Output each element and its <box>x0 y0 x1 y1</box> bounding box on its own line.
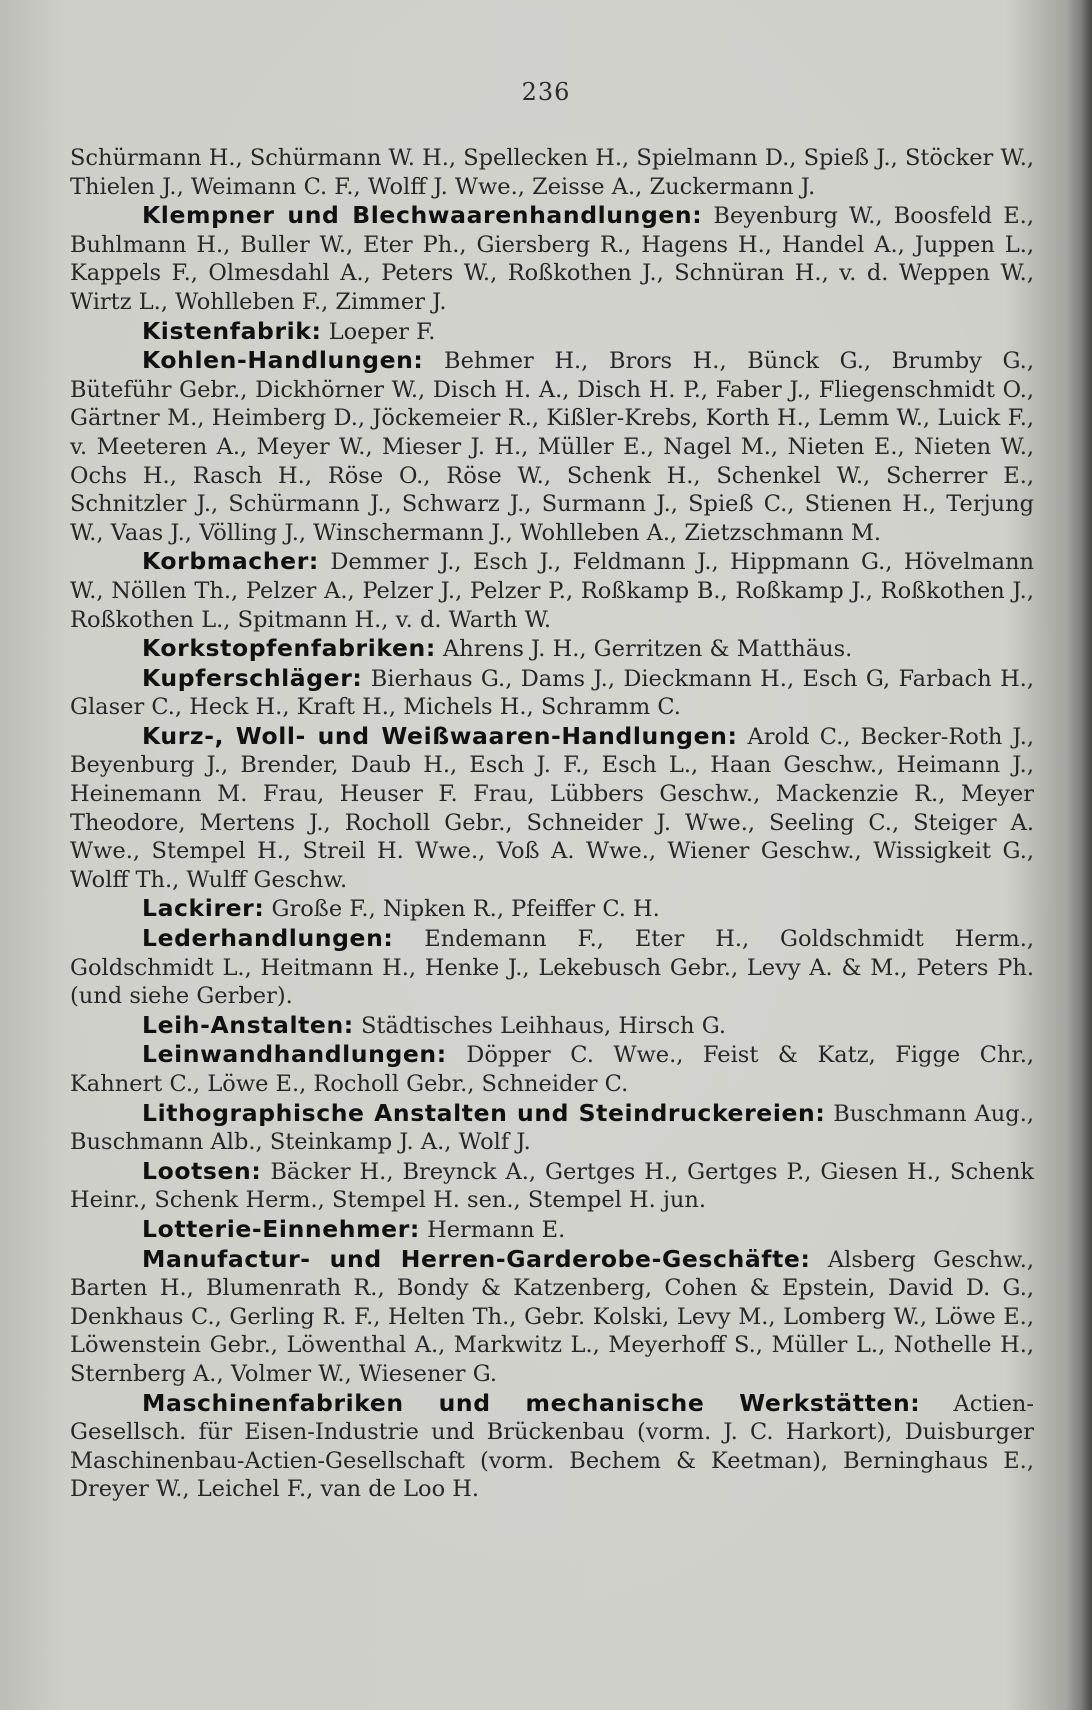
directory-entry <box>70 894 1034 924</box>
directory-entry <box>70 924 1034 1011</box>
category-heading: Maschinenfabriken und mechanische Werkstätten: <box>142 1388 921 1417</box>
directory-listing <box>70 144 1034 1504</box>
entry-names: Alsberg Geschw., Barten H., Blumenrath R., Bondy & Katzenberg, Cohen & Epstein, David D. G., Denkhaus C., Gerling R. F., Helten Th., Gebr. Kolski, Levy M., Lomberg W., Löwe E., Löwenstein Gebr., Löwenthal A., Markwitz L., Meyerhoff S., Müller L., Nothelle H., Sternberg A., Volmer W., Wiesener G. <box>70 1246 1034 1387</box>
category-heading: Manufactur- und Herren-Garderobe-Geschäfte: <box>142 1244 811 1273</box>
entry-names: Bäcker H., Breynck A., Gertges H., Gertges P., Giesen H., Schenk Heinr., Schenk Herm., Stempel H. sen., Stempel H. jun. <box>70 1158 1034 1214</box>
entry-names: Beyenburg W., Boosfeld E., Buhlmann H., Buller W., Eter Ph., Giersberg R., Hagens H., Handel A., Juppen L., Kappels F., Olmesdahl A., Peters W., Roßkothen J., Schnüran H., v. d. Weppen W., Wirtz L., Wohlleben F., Zimmer J. <box>70 203 1034 315</box>
entry-names: Arold C., Becker-Roth J., Beyenburg J., Brender, Daub H., Esch J. F., Esch L., Haan Geschw., Heimann J., Heinemann M. Frau, Heuser F. Frau, Lübbers Geschw., Mackenzie R., Meyer Theodore, Mertens J., Rocholl Gebr., Schneider J. Wwe., Seeling C., Steiger A. Wwe., Stempel H., Streil H. Wwe., Voß A. Wwe., Wiener Geschw., Wissigkeit G., Wolff Th., Wulff Geschw. <box>70 723 1034 893</box>
entry-names: Actien-Gesellsch. für Eisen-Industrie und Brückenbau (vorm. J. C. Harkort), Duisburger Maschinenbau-Actien-Gesellschaft (vorm. Bechem & Keetman), Berninghaus E., Dreyer W., Leichel F., van de Loo H. <box>70 1390 1034 1503</box>
category-heading: Kohlen-Handlungen: <box>142 346 424 375</box>
category-heading: Lederhandlungen: <box>142 924 394 953</box>
entry-names: Behmer H., Brors H., Bünck G., Brumby G., Büteführ Gebr., Dickhörner W., Disch H. A., Disch H. P., Faber J., Fliegenschmidt O., Gärtner M., Heimberg D., Jöckemeier R., Kißler-Krebs, Korth H., Lemm W., Luick F., v. Meeteren A., Meyer W., Mieser J. H., Müller E., Nagel M., Nieten E., Nieten W., Ochs H., Rasch H., Röse O., Röse W., Schenk H., Schenkel W., Scherrer E., Schnitzler J., Schürmann J., Schwarz J., Surmann J., Spieß C., Stienen H., Terjung W., Vaas J., Völling J., Winschermann J., Wohlleben A., Zietzschmann M. <box>70 348 1034 546</box>
category-heading: Korbmacher: <box>142 547 319 576</box>
entry-names: Döpper C. Wwe., Feist & Katz, Figge Chr., Kahnert C., Löwe E., Rocholl Gebr., Schneider C. <box>70 1042 1034 1097</box>
directory-entry <box>70 201 1034 316</box>
directory-entry <box>70 1215 1034 1245</box>
category-heading: Lackirer: <box>142 894 265 923</box>
directory-entry <box>70 1040 1034 1098</box>
category-heading: Leinwandhandlungen: <box>142 1040 447 1069</box>
category-heading: Kupferschläger: <box>142 663 363 692</box>
directory-entry <box>70 1011 1034 1041</box>
entry-names: Städtisches Leihhaus, Hirsch G. <box>360 1012 727 1039</box>
category-heading: Klempner und Blechwaarenhandlungen: <box>142 201 703 230</box>
category-heading: Leih-Anstalten: <box>142 1010 354 1039</box>
directory-entry <box>70 1157 1034 1215</box>
directory-entry <box>70 144 1034 201</box>
directory-entry <box>70 317 1034 347</box>
entry-names: Schürmann H., Schürmann W. H., Spellecken H., Spielmann D., Spieß J., Stöcker W., Thielen J., Weimann C. F., Wolff J. Wwe., Zeisse A., Zuckermann J. <box>70 145 1034 200</box>
directory-entry <box>70 1245 1034 1389</box>
entry-names: Bierhaus G., Dams J., Dieckmann H., Esch G, Farbach H., Glaser C., Heck H., Kraft H., Michels H., Schramm C. <box>70 665 1034 721</box>
directory-entry <box>70 1389 1034 1504</box>
directory-entry <box>70 547 1034 634</box>
page-number: 236 <box>521 78 571 106</box>
entry-names: Buschmann Aug., Buschmann Alb., Steinkamp J. A., Wolf J. <box>70 1100 1035 1156</box>
entry-names: Hermann E. <box>427 1216 566 1243</box>
directory-entry <box>70 664 1034 722</box>
entry-names: Loeper F. <box>328 318 436 345</box>
category-heading: Lotterie-Einnehmer: <box>142 1214 420 1243</box>
directory-entry <box>70 634 1034 664</box>
category-heading: Kistenfabrik: <box>142 316 322 345</box>
entry-names: Große F., Nipken R., Pfeiffer C. H. <box>271 896 660 923</box>
category-heading: Kurz-, Woll- und Weißwaaren-Handlungen: <box>142 721 738 750</box>
directory-entry <box>70 722 1034 895</box>
entry-names: Demmer J., Esch J., Feldmann J., Hippmann G., Hövelmann W., Nöllen Th., Pelzer A., Pelzer J., Pelzer P., Roßkamp B., Roßkamp J., Roßkothen J., Roßkothen L., Spitmann H., v. d. Warth W. <box>70 549 1035 633</box>
category-heading: Korkstopfenfabriken: <box>142 634 436 663</box>
directory-entry <box>70 1099 1034 1157</box>
category-heading: Lootsen: <box>142 1156 262 1185</box>
page-edge-shadow <box>1066 0 1092 1710</box>
directory-entry <box>70 346 1034 547</box>
entry-names: Ahrens J. H., Gerritzen & Matthäus. <box>443 636 853 663</box>
category-heading: Lithographische Anstalten und Steindruckereien: <box>142 1098 826 1127</box>
entry-names: Endemann F., Eter H., Goldschmidt Herm., Goldschmidt L., Heitmann H., Henke J., Lekebusch Gebr., Levy A. & M., Peters Ph. (und siehe Gerber). <box>70 926 1034 1010</box>
